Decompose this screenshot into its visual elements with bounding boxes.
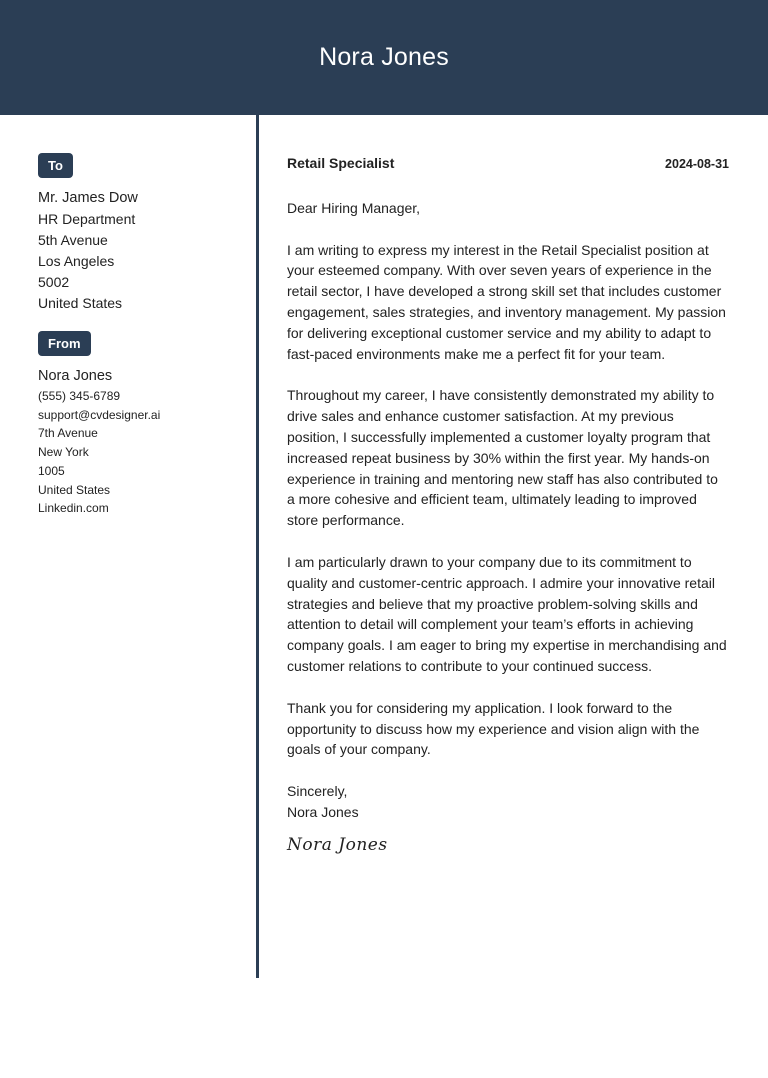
recipient-zip: 5002 [38,274,70,290]
header-banner [0,0,768,115]
recipient-city: Los Angeles [38,253,115,269]
closing: Sincerely, [287,783,348,800]
sidebar [38,153,243,518]
letter-topline [287,153,729,175]
sender-name: Nora Jones [38,368,113,384]
letter-body [287,153,729,856]
salutation: Dear Hiring Manager, [287,199,421,216]
sender-website[interactable]: Linkedin.com [38,501,109,516]
paragraph: I am writing to express my interest in the Retail Specialist position at your esteemed company. With over seven years of experience in the retail sector, I have developed a strong skill set that includes customer engagement, sales strategies, and inventory management. My passion for delivering exceptional customer service and my ability to adapt to fast-paced environments make me a perfect fit for your team. [287,241,726,362]
paragraph: Throughout my career, I have consistently demonstrated my ability to drive sales and enhance customer satisfaction. At my previous position, I successfully implemented a customer loyalty program that increased repeat business by 30% within the first year. My hands-on experience in training and mentoring new staff has also contributed to a more cohesive and efficient team, ultimately leading to improved store performance. [287,387,718,529]
recipient-country: United States [38,295,123,311]
from-badge: From [38,331,91,356]
recipient-name: Mr. James Dow [38,190,138,206]
sender-street: 7th Avenue [38,426,98,441]
sender-block [38,366,243,518]
to-badge: To [38,153,73,178]
recipient-department: HR Department [38,211,136,227]
applicant-name-title: Nora Jones [319,43,449,71]
paragraph: Thank you for considering my application. I look forward to the opportunity to discuss how my experience and vision align with the goals of your company. [287,699,700,758]
vertical-divider [256,115,259,978]
signature: Nora Jones [287,834,388,855]
sender-email[interactable]: support@cvdesigner.ai [38,407,161,422]
sender-city: New York [38,445,89,460]
job-title: Retail Specialist [287,155,395,171]
sender-phone[interactable]: (555) 345-6789 [38,389,121,403]
recipient-street: 5th Avenue [38,232,108,248]
paragraph: I am particularly drawn to your company due to its commitment to quality and customer-centric approach. I admire your innovative retail strategies and believe that my proactive problem-solving skills and attention to detail will complement your team’s efforts in achieving company goals. I am eager to bring my expertise in merchandising and customer relations to contribute to your continued success. [287,553,727,674]
letter-date: 2024-08-31 [665,157,729,171]
recipient-block [38,188,243,314]
closing-name: Nora Jones [287,803,359,820]
sender-zip: 1005 [38,463,65,478]
sender-country: United States [38,482,111,497]
